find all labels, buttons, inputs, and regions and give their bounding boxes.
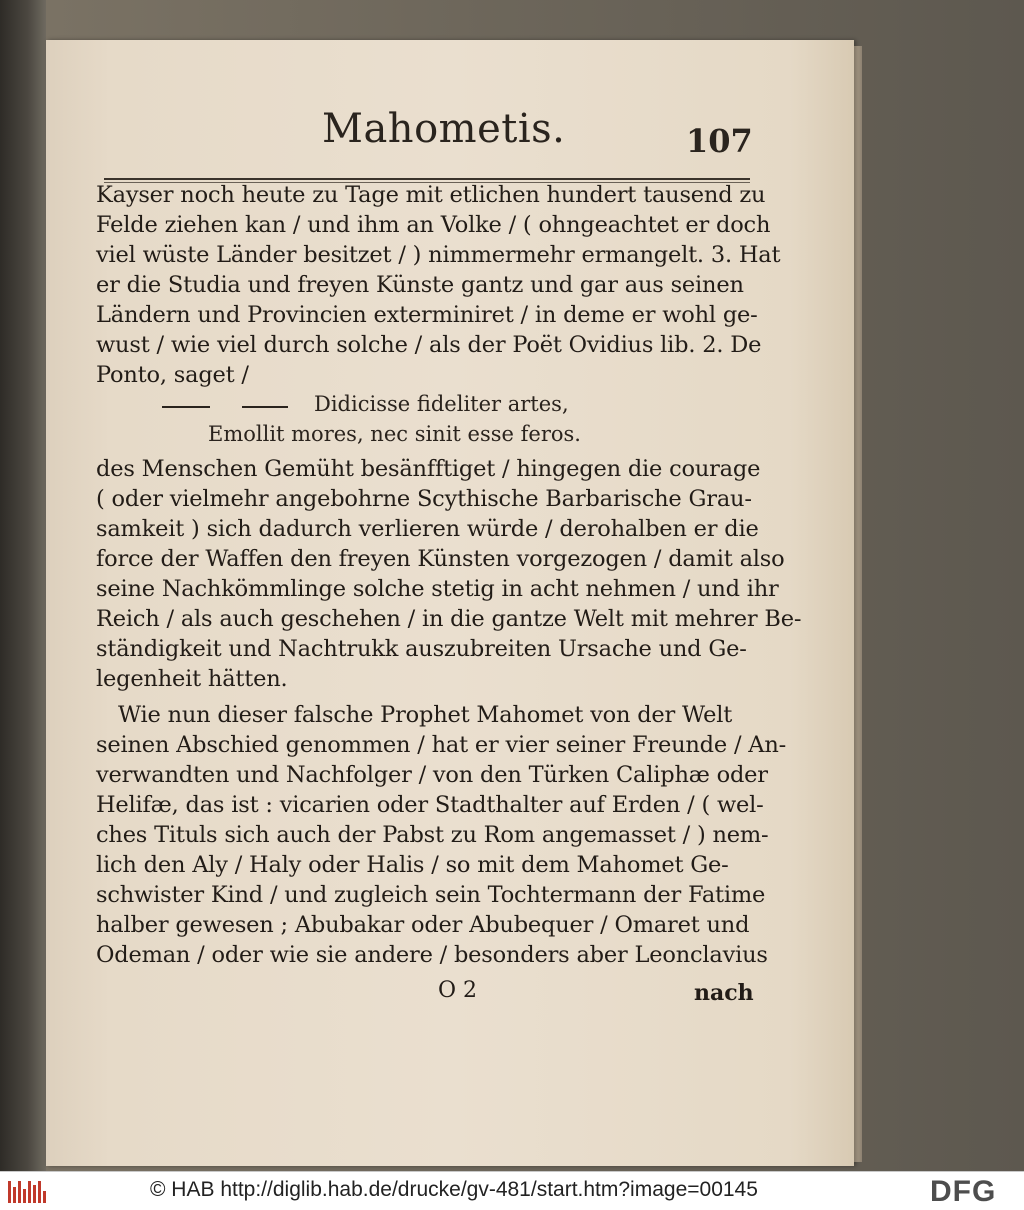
text-line: force der Waffen den freyen Künsten vorgezogen / damit also	[96, 546, 785, 572]
page-number: 107	[686, 122, 753, 160]
text-line: er die Studia und freyen Künste gantz und gar aus seinen	[96, 272, 744, 298]
text-line: Kayser noch heute zu Tage mit etlichen hundert tausend zu	[96, 182, 766, 208]
text-line: Ponto, saget /	[96, 362, 249, 388]
text-line: verwandten und Nachfolger / von den Türken Caliphæ oder	[96, 762, 768, 788]
text-line: Felde ziehen kan / und ihm an Volke / ( ohngeachtet er doch	[96, 212, 771, 238]
footer-link[interactable]: © HAB http://diglib.hab.de/drucke/gv-481/start.htm?image=00145	[150, 1178, 758, 1201]
text-line: Reich / als auch geschehen / in die gantze Welt mit mehrer Be-	[96, 606, 802, 632]
text-line: wust / wie viel durch solche / als der Poët Ovidius lib. 2. De	[96, 332, 762, 358]
text-line: halber gewesen ; Abubakar oder Abubequer / Omaret und	[96, 912, 750, 938]
text-line: seine Nachkömmlinge solche stetig in acht nehmen / und ihr	[96, 576, 779, 602]
text-line: des Menschen Gemüht besänfftiget / hingegen die courage	[96, 456, 761, 482]
catchword: nach	[694, 980, 754, 1006]
quote-line-2: Emollit mores, nec sinit esse feros.	[208, 422, 581, 446]
quote-dash	[162, 406, 210, 408]
text-line: viel wüste Länder besitzet / ) nimmermehr ermangelt. 3. Hat	[96, 242, 781, 268]
footer-bar	[0, 1171, 1024, 1210]
text-line: ständigkeit und Nachtrukk auszubreiten Ursache und Ge-	[96, 636, 747, 662]
hab-logo-icon	[8, 1179, 48, 1203]
book-binding	[0, 0, 46, 1171]
dfg-logo: DFG	[930, 1175, 997, 1208]
text-line: samkeit ) sich dadurch verlieren würde / derohalben er die	[96, 516, 759, 542]
page-edge	[854, 46, 862, 1162]
running-title: Mahometis.	[322, 106, 566, 152]
signature-mark: O 2	[438, 978, 478, 1003]
text-line: ches Tituls sich auch der Pabst zu Rom angemasset / ) nem-	[96, 822, 769, 848]
text-line: Helifæ, das ist : vicarien oder Stadthalter auf Erden / ( wel-	[96, 792, 764, 818]
quote-dash	[242, 406, 288, 408]
page-header	[100, 104, 760, 164]
paragraph-first-line: Wie nun dieser falsche Prophet Mahomet von der Welt	[118, 702, 733, 728]
text-line: lich den Aly / Haly oder Halis / so mit dem Mahomet Ge-	[96, 852, 729, 878]
quote-line-1: Didicisse fideliter artes,	[314, 392, 569, 416]
text-line: ( oder vielmehr angebohrne Scythische Barbarische Grau-	[96, 486, 752, 512]
text-line: Ländern und Provincien exterminiret / in deme er wohl ge-	[96, 302, 758, 328]
text-line: legenheit hätten.	[96, 666, 288, 692]
text-line: Odeman / oder wie sie andere / besonders aber Leonclavius	[96, 942, 768, 968]
text-line: seinen Abschied genommen / hat er vier seiner Freunde / An-	[96, 732, 787, 758]
text-line: schwister Kind / und zugleich sein Tochtermann der Fatime	[96, 882, 766, 908]
